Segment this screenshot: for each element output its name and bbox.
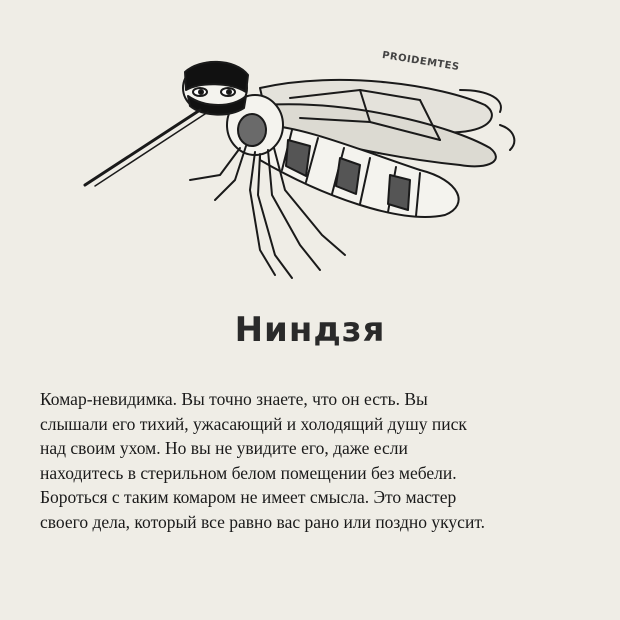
artist-signature: PROIDEMTES [381,50,461,74]
description-line: над своим ухом. Но вы не увидите его, даже если [40,438,408,458]
description-line: находитесь в стерильном белом помещении без мебели. [40,462,457,483]
description-line: Бороться с таким комаром не имеет смысла. Это мастер [40,487,457,507]
description-text [40,387,600,534]
description-line: Комар-невидимка. Вы точно знаете, что он есть. Вы [40,389,428,409]
ninja-mosquito-illustration [60,30,540,280]
description-line: слышали его тихий, ужасающий и холодящий душу писк [40,413,467,434]
description-line: своего дела, который все равно вас рано или поздно укусит. [40,511,486,532]
page-title: Ниндзя [234,310,386,350]
